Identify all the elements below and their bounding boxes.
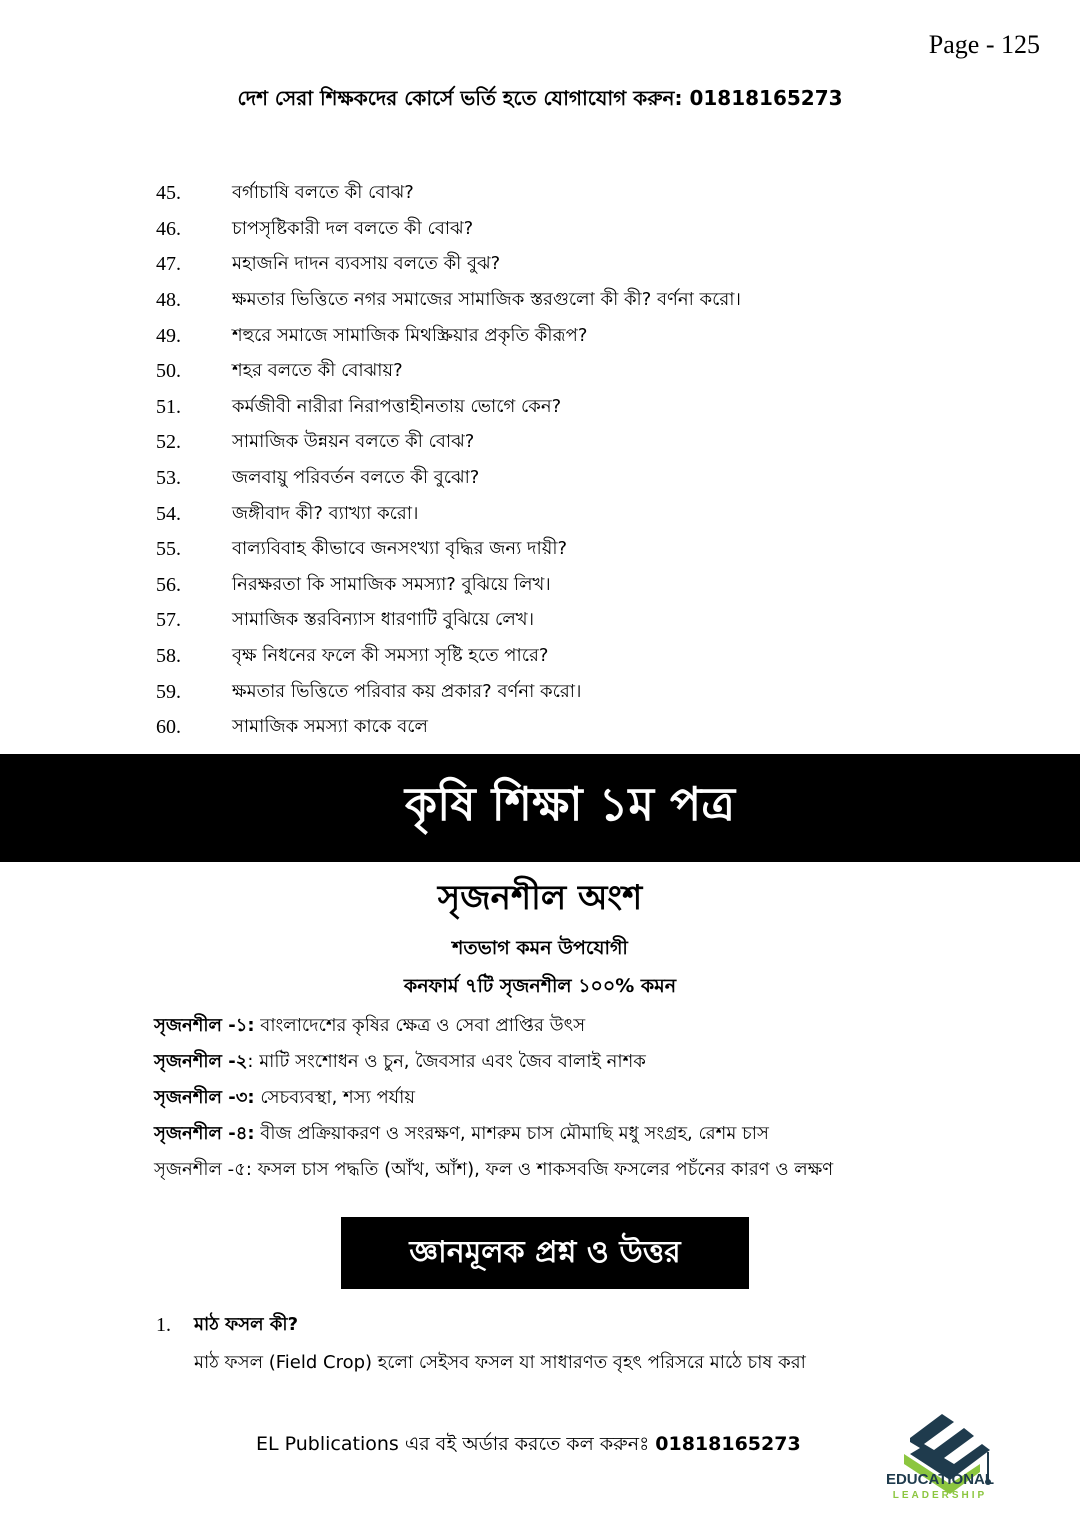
creative-topic xyxy=(154,1152,924,1188)
creative-topic xyxy=(154,1080,924,1116)
topic-text: : মাটি সংশোধন ও চুন, জৈবসার এবং জৈব বালাই নাশক xyxy=(247,1051,646,1072)
question-text: শহুরে সমাজে সামাজিক মিথস্ক্রিয়ার প্রকৃতি কীরূপ? xyxy=(232,324,588,346)
list-item xyxy=(156,425,1036,461)
list-item xyxy=(156,176,1036,212)
question-text: ক্ষমতার ভিত্তিতে নগর সমাজের সামাজিক স্তরগুলো কী কী? বর্ণনা করো। xyxy=(232,289,741,311)
question-text: জলবায়ু পরিবর্তন বলতে কী বুঝো? xyxy=(232,467,480,489)
question-number: 55. xyxy=(156,538,181,561)
section-subtitle-2: কনফার্ম ৭টি সৃজনশীল ১০০% কমন xyxy=(403,975,677,997)
question-text: চাপসৃষ্টিকারী দল বলতে কী বোঝ? xyxy=(232,217,474,239)
topic-label: সৃজনশীল -৪: xyxy=(154,1123,255,1144)
answer-text: মাঠ ফসল (Field Crop) হলো সেইসব ফসল যা সাধারণত বৃহৎ পরিসরে মাঠে চাষ করা xyxy=(194,1352,806,1373)
question-number: 60. xyxy=(156,716,181,739)
footer-order-line xyxy=(256,1430,801,1462)
question-number: 51. xyxy=(156,395,181,418)
logo-text-educational: EDUCATIONAL xyxy=(885,1471,995,1488)
question-number: 46. xyxy=(156,217,181,240)
list-item xyxy=(156,212,1036,248)
creative-topic xyxy=(154,1044,924,1080)
question-text: বৃক্ষ নিধনের ফলে কী সমস্যা সৃষ্টি হতে পারে? xyxy=(232,645,549,667)
knowledge-question xyxy=(156,1310,956,1379)
list-item xyxy=(156,354,1036,390)
section-title: সৃজনশীল অংশ xyxy=(437,878,643,918)
list-item xyxy=(156,674,1036,710)
footer-text: EL Publications এর বই অর্ডার করতে কল করুনঃ xyxy=(256,1433,656,1455)
question-text: কর্মজীবী নারীরা নিরাপত্তাহীনতায় ভোগে কেন? xyxy=(232,395,562,417)
question-number: 45. xyxy=(156,182,181,205)
list-item xyxy=(156,568,1036,604)
question-text: বাল্যবিবাহ কীভাবে জনসংখ্যা বৃদ্ধির জন্য দায়ী? xyxy=(232,538,568,560)
list-item xyxy=(156,283,1036,319)
question-text: মহাজনি দাদন ব্যবসায় বলতে কী বুঝ? xyxy=(232,253,501,275)
question-text: নিরক্ষরতা কি সামাজিক সমস্যা? বুঝিয়ে লিখ। xyxy=(232,573,551,595)
footer-phone: 01818165273 xyxy=(655,1433,801,1455)
topic-text: বাংলাদেশের কৃষির ক্ষেত্র ও সেবা প্রাপ্তির উৎস xyxy=(254,1015,586,1036)
topic-text: সেচব্যবস্থা, শস্য পর্যায় xyxy=(254,1087,415,1108)
knowledge-section-title: জ্ঞানমূলক প্রশ্ন ও উত্তর xyxy=(409,1234,681,1270)
creative-topic xyxy=(154,1116,924,1152)
topic-label: সৃজনশীল -১: xyxy=(154,1015,255,1036)
question-number: 53. xyxy=(156,467,181,490)
question-number: 57. xyxy=(156,609,181,632)
topic-text: বীজ প্রক্রিয়াকরণ ও সংরক্ষণ, মাশরুম চাস মৌমাছি মধু সংগ্রহ, রেশম চাস xyxy=(254,1123,769,1144)
question-number: 58. xyxy=(156,645,181,668)
list-item xyxy=(156,461,1036,497)
section-subtitle-1: শতভাগ কমন উপযোগী xyxy=(452,937,628,959)
question-number: 59. xyxy=(156,680,181,703)
topic-label: সৃজনশীল -২ xyxy=(154,1051,248,1072)
list-item xyxy=(156,496,1036,532)
page-number: Page - 125 xyxy=(928,30,1040,59)
question-text: শহর বলতে কী বোঝায়? xyxy=(232,360,403,382)
list-item xyxy=(156,532,1036,568)
question-number: 50. xyxy=(156,360,181,383)
question-text: সামাজিক স্তরবিন্যাস ধারণাটি বুঝিয়ে লেখ। xyxy=(232,609,535,631)
subject-banner xyxy=(0,754,1080,862)
question-text: জঙ্গীবাদ কী? ব্যাখ্যা করো। xyxy=(232,502,419,524)
question-list xyxy=(156,176,1036,746)
knowledge-section-heading xyxy=(341,1217,749,1289)
list-item xyxy=(156,318,1036,354)
topic-label: সৃজনশীল -৩: xyxy=(154,1087,255,1108)
list-item xyxy=(156,390,1036,426)
question-number: 56. xyxy=(156,573,181,596)
question-text: বর্গাচাষি বলতে কী বোঝ? xyxy=(232,182,414,204)
question-text: ক্ষমতার ভিত্তিতে পরিবার কয় প্রকার? বর্ণনা করো। xyxy=(232,680,582,702)
question-number: 1. xyxy=(156,1313,171,1336)
creative-topic xyxy=(154,1008,924,1044)
question-number: 47. xyxy=(156,253,181,276)
creative-topic-list xyxy=(154,1008,924,1188)
question-text: সামাজিক উন্নয়ন বলতে কী বোঝ? xyxy=(232,431,475,453)
list-item xyxy=(156,247,1036,283)
question-number: 48. xyxy=(156,289,181,312)
header-contact-line: দেশ সেরা শিক্ষকদের কোর্সে ভর্তি হতে যোগাযোগ করুন: 01818165273 xyxy=(237,86,843,110)
subject-banner-title: কৃষি শিক্ষা ১ম পত্র xyxy=(404,777,736,831)
topic-text: সৃজনশীল -৫: ফসল চাস পদ্ধতি (আঁখ, আঁশ), ফল ও শাকসবজি ফসলের পচঁনের কারণ ও লক্ষণ xyxy=(154,1159,834,1180)
question-number: 52. xyxy=(156,431,181,454)
question-text: মাঠ ফসল কী? xyxy=(194,1313,299,1335)
logo-text-leadership: LEADERSHIP xyxy=(892,1490,988,1501)
list-item xyxy=(156,603,1036,639)
list-item xyxy=(156,639,1036,675)
question-number: 54. xyxy=(156,502,181,525)
list-item xyxy=(156,710,1036,746)
question-text: সামাজিক সমস্যা কাকে বলে xyxy=(232,716,428,738)
question-number: 49. xyxy=(156,324,181,347)
